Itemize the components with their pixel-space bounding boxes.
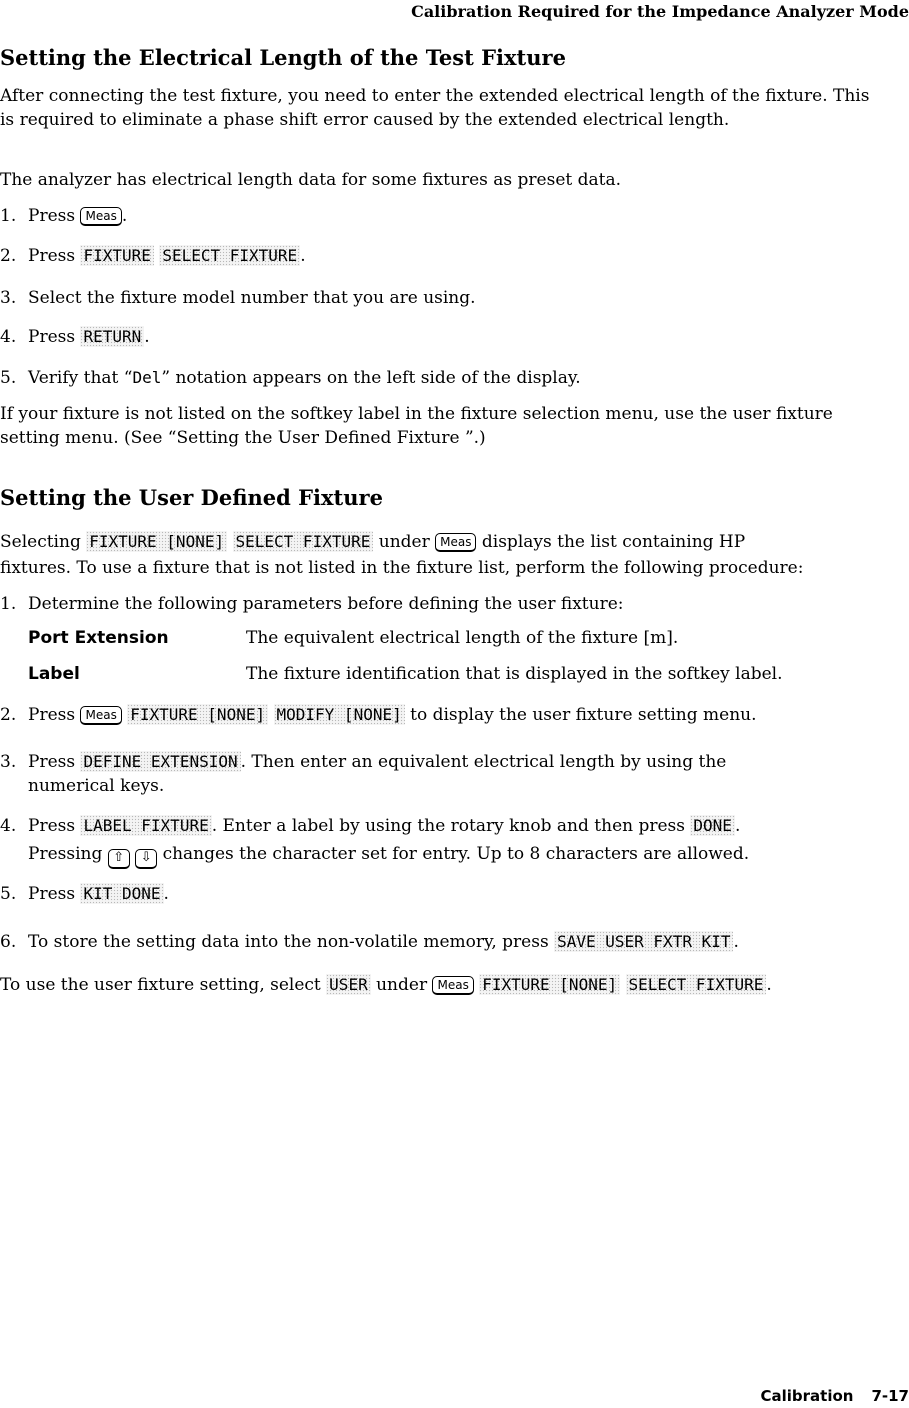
meas-hardkey[interactable]: Meas xyxy=(80,207,121,226)
page-footer xyxy=(760,1384,909,1408)
select-fixture-softkey[interactable]: SELECT FIXTURE xyxy=(626,974,767,995)
step-number: 5. xyxy=(0,368,17,388)
step-number: 3. xyxy=(0,288,17,308)
step-text: Determine the following parameters before defining the user fixture: xyxy=(28,594,624,614)
step-number: 1. xyxy=(0,206,17,226)
kit-done-softkey[interactable]: KIT DONE xyxy=(80,883,163,904)
save-user-fxtr-kit-softkey[interactable]: SAVE USER FXTR KIT xyxy=(554,931,733,952)
section2-intro-line2: fixtures. To use a fixture that is not listed in the fixture list, perform the following procedure: xyxy=(0,558,804,578)
done-softkey[interactable]: DONE xyxy=(690,815,735,836)
user-softkey[interactable]: USER xyxy=(326,974,371,995)
section2-title: Setting the User Defined Fixture xyxy=(0,485,383,510)
step-number: 4. xyxy=(0,816,17,836)
meas-hardkey[interactable]: Meas xyxy=(432,976,473,995)
label-fixture-softkey[interactable]: LABEL FIXTURE xyxy=(80,815,211,836)
step-number: 2. xyxy=(0,246,17,266)
select-fixture-softkey[interactable]: SELECT FIXTURE xyxy=(233,531,374,552)
footer-page-number: 7-17 xyxy=(871,1387,909,1405)
running-header: Calibration Required for the Impedance Analyzer Mode xyxy=(411,2,909,21)
del-notation: Del xyxy=(132,368,162,387)
param-name: Port Extension xyxy=(28,628,169,648)
fixture-none-softkey[interactable]: FIXTURE [NONE] xyxy=(86,531,227,552)
define-extension-softkey[interactable]: DEFINE EXTENSION xyxy=(80,751,240,772)
fixture-none-softkey[interactable]: FIXTURE [NONE] xyxy=(479,974,620,995)
fixture-none-softkey[interactable]: FIXTURE [NONE] xyxy=(127,704,268,725)
footer-chapter: Calibration xyxy=(760,1387,854,1405)
section1-outro: If your fixture is not listed on the softkey label in the fixture selection menu, use the user fixture setting menu. (See “Setting the User Defined Fixture ”.) xyxy=(0,404,833,448)
step-number: 4. xyxy=(0,327,17,347)
meas-hardkey[interactable]: Meas xyxy=(435,533,476,552)
step-number: 5. xyxy=(0,884,17,904)
param-name: Label xyxy=(28,664,80,684)
param-desc: The equivalent electrical length of the fixture [m]. xyxy=(246,628,679,648)
step-number: 1. xyxy=(0,594,17,614)
down-arrow-key[interactable]: ⇩ xyxy=(135,849,157,869)
step-number: 2. xyxy=(0,705,17,725)
return-softkey[interactable]: RETURN xyxy=(80,326,144,347)
up-arrow-key[interactable]: ⇧ xyxy=(108,849,130,869)
fixture-softkey[interactable]: FIXTURE xyxy=(80,245,153,266)
section2-intro-line1: Selecting FIXTURE [NONE] SELECT FIXTURE under Meas displays the list containing HP xyxy=(0,532,746,552)
step-number: 3. xyxy=(0,752,17,772)
step-number: 6. xyxy=(0,932,17,952)
modify-none-softkey[interactable]: MODIFY [NONE] xyxy=(274,704,405,725)
step-text: Select the fixture model number that you are using. xyxy=(28,288,476,308)
section1-intro-p1: After connecting the test fixture, you need to enter the extended electrical length of the fixture. This is required to eliminate a phase shift error caused by the extended electrical length. xyxy=(0,86,870,130)
section1-title: Setting the Electrical Length of the Test Fixture xyxy=(0,45,566,70)
param-desc: The fixture identification that is displayed in the softkey label. xyxy=(246,664,783,684)
select-fixture-softkey[interactable]: SELECT FIXTURE xyxy=(159,245,300,266)
section2-outro: To use the user fixture setting, select USER under Meas FIXTURE [NONE] SELECT FIXTURE . xyxy=(0,975,772,995)
meas-hardkey[interactable]: Meas xyxy=(80,706,121,725)
section1-intro-p2: The analyzer has electrical length data for some fixtures as preset data. xyxy=(0,170,622,190)
step-text: Press xyxy=(28,206,76,226)
